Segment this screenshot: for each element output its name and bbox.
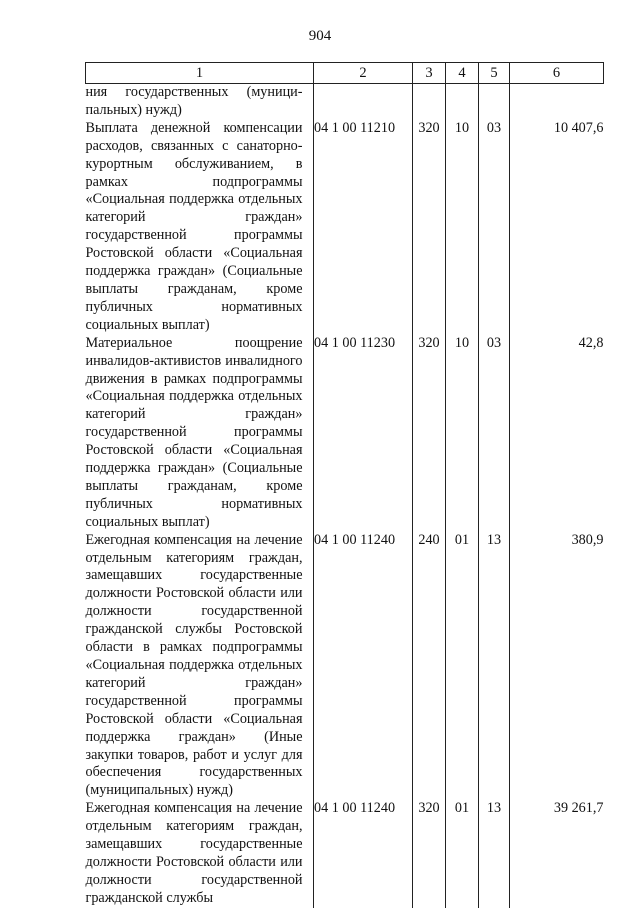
column-header-5: 5 — [479, 63, 510, 84]
column-header-3: 3 — [413, 63, 446, 84]
row-rz — [446, 84, 479, 120]
row-description-cell — [86, 800, 314, 907]
row-rz: 01 — [446, 532, 479, 801]
row-amount: 39 261,7 — [553, 800, 604, 817]
row-amount: 42,8 — [578, 334, 604, 351]
table-row — [86, 84, 604, 120]
row-rz: 10 — [446, 120, 479, 335]
table-header-row — [86, 63, 604, 84]
table-row — [86, 335, 604, 532]
column-header-1: 1 — [86, 63, 314, 84]
row-description: ния государственных (муници-пальных) нужд) — [85, 84, 303, 118]
row-pr: 13 — [479, 800, 510, 907]
row-code: 04 1 00 11230 — [314, 335, 413, 532]
row-pr: 13 — [479, 532, 510, 801]
row-rz: 01 — [446, 800, 479, 907]
row-vr — [413, 84, 446, 120]
row-description-cell — [86, 335, 314, 532]
column-header-4: 4 — [446, 63, 479, 84]
row-vr: 320 — [413, 335, 446, 532]
table-row — [86, 800, 604, 907]
row-description: Ежегодная компенсация на лечение отдельным категориям граждан, замещавших государственные должности Ростовской области или должности государственной гражданской службы Ростовской области в рамках подпрограммы «Социальная поддержка отдельных категорий граждан» государственной программы Ростовской области «Социальная поддержка граждан» (Иные закупки товаров, работ и услуг для обеспечения государственных (муниципальных) нужд) — [85, 531, 303, 799]
row-description: Ежегодная компенсация на лечение отдельным категориям граждан, замещавших государственные должности Ростовской области или должности государственной гражданской службы — [85, 800, 303, 906]
row-description-cell — [86, 84, 314, 120]
row-amount — [510, 84, 604, 120]
row-pr — [479, 84, 510, 120]
row-pr: 03 — [479, 120, 510, 335]
row-code: 04 1 00 11240 — [314, 532, 413, 801]
row-rz: 10 — [446, 335, 479, 532]
table-row — [86, 532, 604, 801]
column-header-6: 6 — [510, 63, 604, 84]
row-amount: 380,9 — [571, 531, 604, 548]
row-description: Выплата денежной компенсации расходов, связанных с санаторно-курортным обслуживанием, в рамках подпрограммы «Социальная поддержка отдельных категорий граждан» государственной программы Ростовской области «Социальная поддержка граждан» (Социальные выплаты гражданам, кроме публичных нормативных социальных выплат) — [85, 119, 303, 333]
row-description: Материальное поощрение инвалидов-активистов инвалидного движения в рамках подпрограммы «Социальная поддержка отдельных категорий граждан» государственной программы Ростовской области «Социальная поддержка граждан» (Социальные выплаты гражданам, кроме публичных нормативных социальных выплат) — [85, 334, 303, 530]
column-header-2: 2 — [314, 63, 413, 84]
row-code: 04 1 00 11240 — [314, 800, 413, 907]
page-number: 904 — [308, 28, 332, 44]
row-vr: 320 — [413, 800, 446, 907]
row-amount: 10 407,6 — [553, 119, 604, 136]
row-code — [314, 84, 413, 120]
table-row — [86, 120, 604, 335]
row-pr: 03 — [479, 335, 510, 532]
row-description-cell — [86, 120, 314, 335]
row-vr: 240 — [413, 532, 446, 801]
budget-table — [85, 62, 604, 908]
row-description-cell — [86, 532, 314, 801]
row-code: 04 1 00 11210 — [314, 120, 413, 335]
row-vr: 320 — [413, 120, 446, 335]
